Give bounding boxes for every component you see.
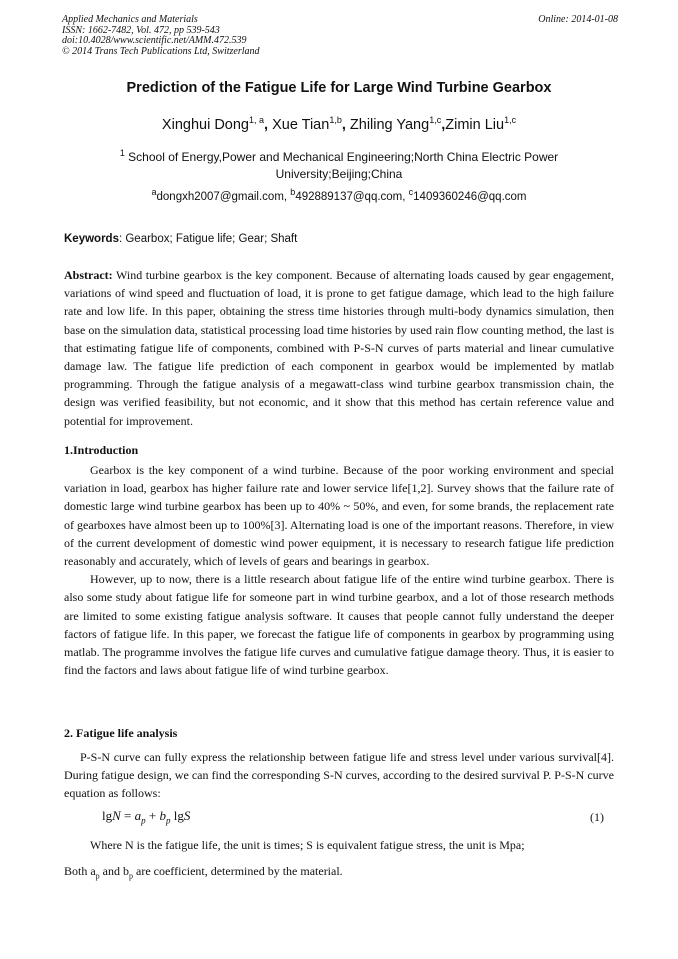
- author-sup: 1,b: [329, 115, 342, 126]
- author-sep: ,: [341, 117, 350, 133]
- fatigue-body: [64, 748, 614, 803]
- email-sup: b: [290, 187, 296, 198]
- issn-line: ISSN: 1662-7482, Vol. 472, pp 539-543: [62, 24, 220, 36]
- equation-number: (1): [590, 810, 604, 824]
- author-sup: 1,c: [429, 115, 442, 126]
- author-name: Zimin Liu: [445, 117, 505, 133]
- author-list: [40, 117, 638, 133]
- author-name: Zhiling Yang: [349, 117, 430, 133]
- keywords: [64, 233, 614, 245]
- eq-lg: lg: [170, 808, 184, 823]
- paragraph: Gearbox is the key component of a wind turbine. Because of the poor working environment and special variation in load, gearbox has higher failure rate and lower service life[1,2]. Survey shows that the failure rate of domestic large wind turbine gearbox has been up to 40% ~ 50%, and even, for some brands, the replacement rate of gearboxes have almost been up to 100%[3]. Alternating load is one of the important reasons. Therefore, in view of the current development of domestic wind power equipment, it is necessary to research fatigue life prediction reasonably and accurately, which of levels of gears and bearings in gearbox.: [64, 463, 614, 569]
- abstract-label: Abstract:: [64, 268, 113, 282]
- equation-1: [102, 808, 190, 826]
- where-line: Where N is the fatigue life, the unit is times; S is equivalent fatigue stress, the unit is Mpa;: [90, 838, 525, 852]
- both-post: are coefficient, determined by the material.: [133, 864, 343, 878]
- keywords-label: Keywords: [64, 233, 119, 245]
- both-pre: Both a: [64, 864, 96, 878]
- both-mid: and b: [99, 864, 129, 878]
- paragraph: However, up to now, there is a little research about fatigue life of the entire wind turbine gearbox. There is also some study about fatigue life for someone part in wind turbine gearbox, and a lot of those research methods are limited to some existing fatigue analysis software. It causes that people cannot fully understand the deeper factors of fatigue life. In this paper, we forecast the fatigue life of components in gearbox by programming using matlab. The programme involves the fatigue life curves and cumulative fatigue damage theory. Thus, it is easier to find the factors and laws about fatigue life of wind turbine gearbox.: [64, 572, 614, 678]
- author-name: Xinghui Dong: [161, 117, 249, 133]
- abstract: [64, 266, 614, 430]
- affiliation-text: School of Energy,Power and Mechanical Engineering;North China Electric Power University;Beijing;China: [124, 150, 559, 181]
- affiliation-sup: 1: [119, 148, 125, 158]
- eq-N: N: [112, 808, 121, 823]
- author-sep: ,: [441, 117, 446, 133]
- eq-a: a: [134, 808, 142, 823]
- affiliation: [100, 149, 578, 183]
- eq-b-sub: p: [165, 815, 171, 826]
- abstract-text: Wind turbine gearbox is the key component. Because of alternating loads caused by gear engagement, variations of wind speed and fluctuation of load, it is prone to get fatigue damage, which lead to the high failure rate and low life. In this paper, obtaining the stress time histories through multi-body dynamics simulation, then base on the simulation data, statistical processing load time histories by used rain flow counting method, the last is that estimating fatigue life of components, combined with P-S-N curves of parts material and linear cumulative damage law. The fatigue life prediction of each component in gearbox would be implemented by matlab programming. Through the fatigue analysis of a megawatt-class wind turbine gearbox transmission chain, the design was verified feasibility, but not economic, and it show that this method has certain reference value and potential for improvement.: [64, 268, 614, 428]
- eq-plus: +: [145, 808, 160, 823]
- both-line: [64, 864, 614, 880]
- online-date: Online: 2014-01-08: [538, 14, 618, 25]
- paper-title: Prediction of the Fatigue Life for Large Wind Turbine Gearbox: [126, 80, 552, 96]
- eq-S: S: [183, 808, 191, 823]
- both-b-sub: p: [129, 871, 133, 881]
- eq-a-sub: p: [141, 815, 146, 826]
- email-a[interactable]: dongxh2007@gmail.com,: [156, 191, 291, 203]
- email-sup: a: [151, 187, 157, 198]
- email-b[interactable]: 492889137@qq.com,: [295, 191, 409, 203]
- eq-lg: lg: [102, 808, 113, 823]
- email-list: [60, 187, 618, 203]
- author-sup: 1,c: [504, 115, 517, 126]
- introduction-body: [64, 461, 614, 679]
- copyright-line: © 2014 Trans Tech Publications Ltd, Switzerland: [62, 45, 260, 57]
- paragraph: P-S-N curve can fully express the relationship between fatigue life and stress level under various survival[4]. During fatigue design, we can find the corresponding S-N curves, according to the desired survival P. P-S-N curve equation as follows:: [64, 750, 614, 801]
- section-heading-introduction: 1.Introduction: [64, 443, 139, 457]
- journal-header: [62, 15, 618, 57]
- author-name: Xue Tian: [272, 117, 330, 133]
- section-heading-fatigue: 2. Fatigue life analysis: [64, 726, 178, 740]
- author-sup: 1, a: [249, 115, 265, 126]
- keywords-text: : Gearbox; Fatigue life; Gear; Shaft: [118, 233, 298, 245]
- doi-line: doi:10.4028/www.scientific.net/AMM.472.539: [62, 35, 247, 46]
- both-a-sub: p: [95, 871, 100, 881]
- author-sep: ,: [264, 117, 273, 133]
- email-sup: c: [408, 187, 414, 198]
- email-c[interactable]: 1409360246@qq.com: [413, 191, 527, 203]
- eq-b: b: [159, 808, 166, 823]
- eq-equals: =: [120, 808, 135, 823]
- journal-name: Applied Mechanics and Materials: [62, 14, 198, 25]
